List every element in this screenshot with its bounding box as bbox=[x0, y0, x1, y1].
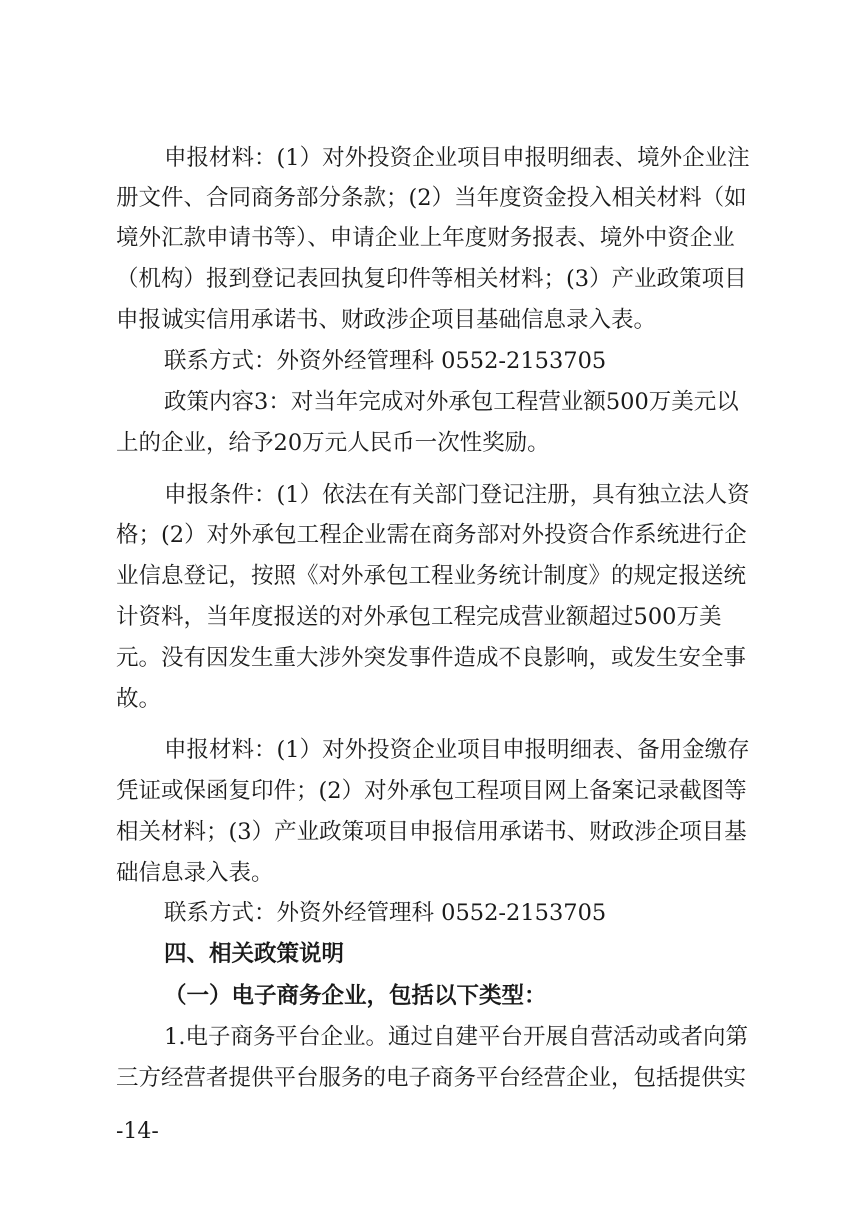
paragraph-line bbox=[0, 679, 860, 719]
line-text: 政策内容3：对当年完成对外承包工程营业额500万美元以 bbox=[164, 389, 739, 415]
line-text: 申报条件：(1）依法在有关部门登记注册，具有独立法人资 bbox=[164, 482, 750, 508]
line-text: 业信息登记，按照《对外承包工程业务统计制度》的规定报送统 bbox=[116, 563, 747, 589]
line-text: 境外汇款申请书等）、申请企业上年度财务报表、境外中资企业 bbox=[116, 225, 735, 251]
section-heading bbox=[0, 934, 860, 974]
line-text: 上的企业，给予20万元人民币一次性奖励。 bbox=[116, 430, 550, 456]
heading-text: 四、相关政策说明 bbox=[164, 941, 345, 967]
line-text: 申报材料：(1）对外投资企业项目申报明细表、境外企业注 bbox=[164, 145, 750, 171]
paragraph-line bbox=[0, 178, 860, 218]
paragraph-line bbox=[0, 138, 860, 178]
paragraph-line bbox=[0, 812, 860, 852]
line-text: 1.电子商务平台企业。通过自建平台开展自营活动或者向第 bbox=[164, 1024, 748, 1050]
line-text: 联系方式：外资外经管理科 0552-2153705 bbox=[164, 900, 607, 926]
page-number: -14- bbox=[116, 1119, 159, 1144]
paragraph-line bbox=[0, 638, 860, 678]
line-text: （机构）报到登记表回执复印件等相关材料；(3）产业政策项目 bbox=[116, 266, 747, 292]
paragraph-line bbox=[0, 1017, 860, 1057]
line-text: 格；(2）对外承包工程企业需在商务部对外投资合作系统进行企 bbox=[116, 522, 747, 548]
line-text: 础信息录入表。 bbox=[116, 860, 274, 886]
line-text: 元。没有因发生重大涉外突发事件造成不良影响，或发生安全事 bbox=[116, 645, 747, 671]
contact-line bbox=[0, 341, 860, 381]
line-text: 相关材料；(3）产业政策项目申报信用承诺书、财政涉企项目基 bbox=[116, 819, 747, 845]
line-text: 申报材料：(1）对外投资企业项目申报明细表、备用金缴存 bbox=[164, 737, 750, 763]
line-text: 申报诚实信用承诺书、财政涉企项目基础信息录入表。 bbox=[116, 307, 657, 333]
line-text: 册文件、合同商务部分条款；(2）当年度资金投入相关材料（如 bbox=[116, 185, 747, 211]
contact-line bbox=[0, 893, 860, 933]
heading-text: （一）电子商务企业，包括以下类型： bbox=[164, 983, 547, 1009]
line-text: 凭证或保函复印件；(2）对外承包工程项目网上备案记录截图等 bbox=[116, 778, 747, 804]
line-text: 故。 bbox=[116, 686, 162, 712]
line-text: 计资料，当年度报送的对外承包工程完成营业额超过500万美 bbox=[116, 604, 722, 630]
paragraph-line bbox=[0, 556, 860, 596]
paragraph-line bbox=[0, 300, 860, 340]
paragraph-line bbox=[0, 597, 860, 637]
paragraph-line bbox=[0, 771, 860, 811]
paragraph-line bbox=[0, 730, 860, 770]
paragraph-line bbox=[0, 259, 860, 299]
line-text: 联系方式：外资外经管理科 0552-2153705 bbox=[164, 348, 607, 374]
paragraph-line bbox=[0, 515, 860, 555]
paragraph-line bbox=[0, 853, 860, 893]
paragraph-line bbox=[0, 475, 860, 515]
paragraph-line bbox=[0, 1058, 860, 1098]
paragraph-line bbox=[0, 382, 860, 422]
subsection-heading bbox=[0, 976, 860, 1016]
line-text: 三方经营者提供平台服务的电子商务平台经营企业，包括提供实 bbox=[116, 1065, 747, 1091]
paragraph-line bbox=[0, 218, 860, 258]
paragraph-line bbox=[0, 423, 860, 463]
